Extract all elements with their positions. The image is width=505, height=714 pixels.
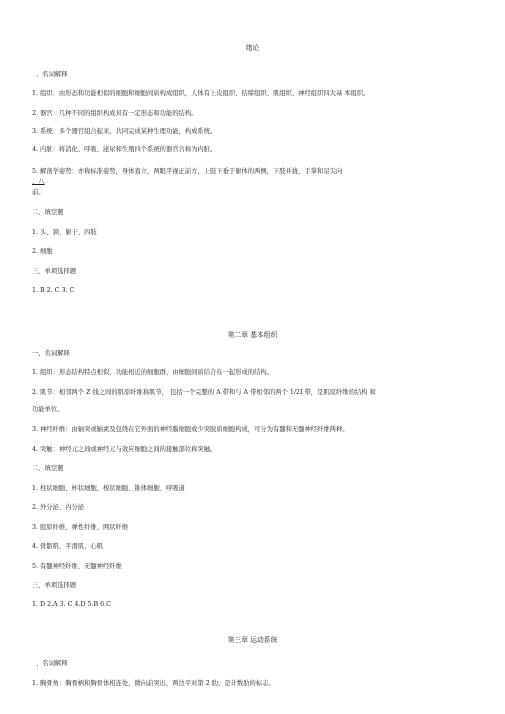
ch2-blank-4: 4. 骨骼肌、平滑肌、心肌 — [32, 543, 103, 550]
intro-term-5: 5. 解剖学姿势：亦称标准姿势，身体直立，两眼平视正前方，上肢下垂于躯体的两侧，下肢并拢，手掌和足尖向 — [32, 168, 343, 175]
ch2-term-2: 2. 肌节：相邻两个 Z 线之间的肌原纤维称肌节， 包括一个完整的 A 带和与 A 带相邻的两个 1/2I 带，是肌原纤维的结构 和 — [32, 389, 376, 396]
section-title-chapter-3: 第三章 运动系统 — [227, 636, 278, 644]
ch2-term-4: 4. 突触：神经元之间或神经元与效应细胞之间的接触部位称突触。 — [32, 446, 217, 453]
intro-blank-2: 2. 细胞 — [32, 248, 53, 255]
intro-term-3: 3. 系统：多个器官组合起来，共同完成某种生理功能，构成系统。 — [32, 128, 217, 135]
intro-term-5-continuation: 前。 — [32, 189, 45, 196]
intro-term-1: 1. 组织：由形态和功能相似的细胞和细胞间质构成组织，人体有上皮组织、结缔组织、肌组织、神经组织四大基 本组织。 — [32, 90, 370, 97]
ch3-heading-terms: 、名词解释 — [36, 660, 68, 667]
intro-term-2: 2. 器官：几种不同的组织构成具有一定形态和功能的结构。 — [32, 110, 198, 117]
heading-terms: 、名词解释 — [36, 71, 68, 78]
intro-term-4: 4. 内脏：将消化、呼吸、泌尿和生殖四个系统的器官合称为内脏。 — [32, 146, 217, 153]
ch2-blank-1: 1. 柱状细胞、杯状细胞、梭状细胞、锥体细胞、呼吸道 — [32, 485, 185, 492]
section-title-intro: 绪论 — [245, 44, 260, 52]
ch2-blank-3: 3. 胶原纤维、弹性纤维、网状纤维 — [32, 524, 129, 531]
intro-blank-1: 1. 头、颈、躯干、四肢 — [32, 229, 97, 236]
ch2-blank-2: 2. 外分泌、内分泌 — [32, 504, 85, 511]
ch2-term-3: 3. 神经纤维：由轴突或轴素及包绕在它外面的神经膜细胞或少突胶质细胞构成，可分为有髓和无髓神经纤维两种。 — [32, 426, 349, 433]
ch2-term-1: 1. 组织：形态结构特点相似、功能相近的细胞群，由细胞间质结合在一起形成的结构。 — [32, 369, 273, 376]
ch3-term-1: 1. 胸骨角：胸骨柄和胸骨体相连处，微向前突出，两边平对第 2 肋，是计数肋的标志。 — [32, 680, 275, 687]
section-title-chapter-2: 第二章 基本组织 — [227, 331, 278, 339]
ch2-heading-terms: 一、名词解释 — [32, 350, 70, 357]
intro-term-5-fragment: 、八 — [32, 178, 45, 185]
intro-choice-answers: 1. B 2. C 3. C — [32, 287, 75, 294]
ch2-choice-answers: 1. D 2.A 3. C 4.D 5.B 6.C — [32, 601, 111, 608]
ch2-blank-5: 5. 有髓神经纤维、无髓神经纤维 — [32, 563, 122, 570]
ch2-heading-fill-blank: 二、填空题 — [32, 465, 64, 472]
ch2-term-2-continuation: 功能单位。 — [32, 406, 64, 413]
heading-fill-blank: 二、填空题 — [32, 209, 64, 216]
ch2-heading-single-choice: 三、单项选择题 — [32, 582, 77, 589]
heading-single-choice: 三、单项选择题 — [32, 268, 77, 275]
